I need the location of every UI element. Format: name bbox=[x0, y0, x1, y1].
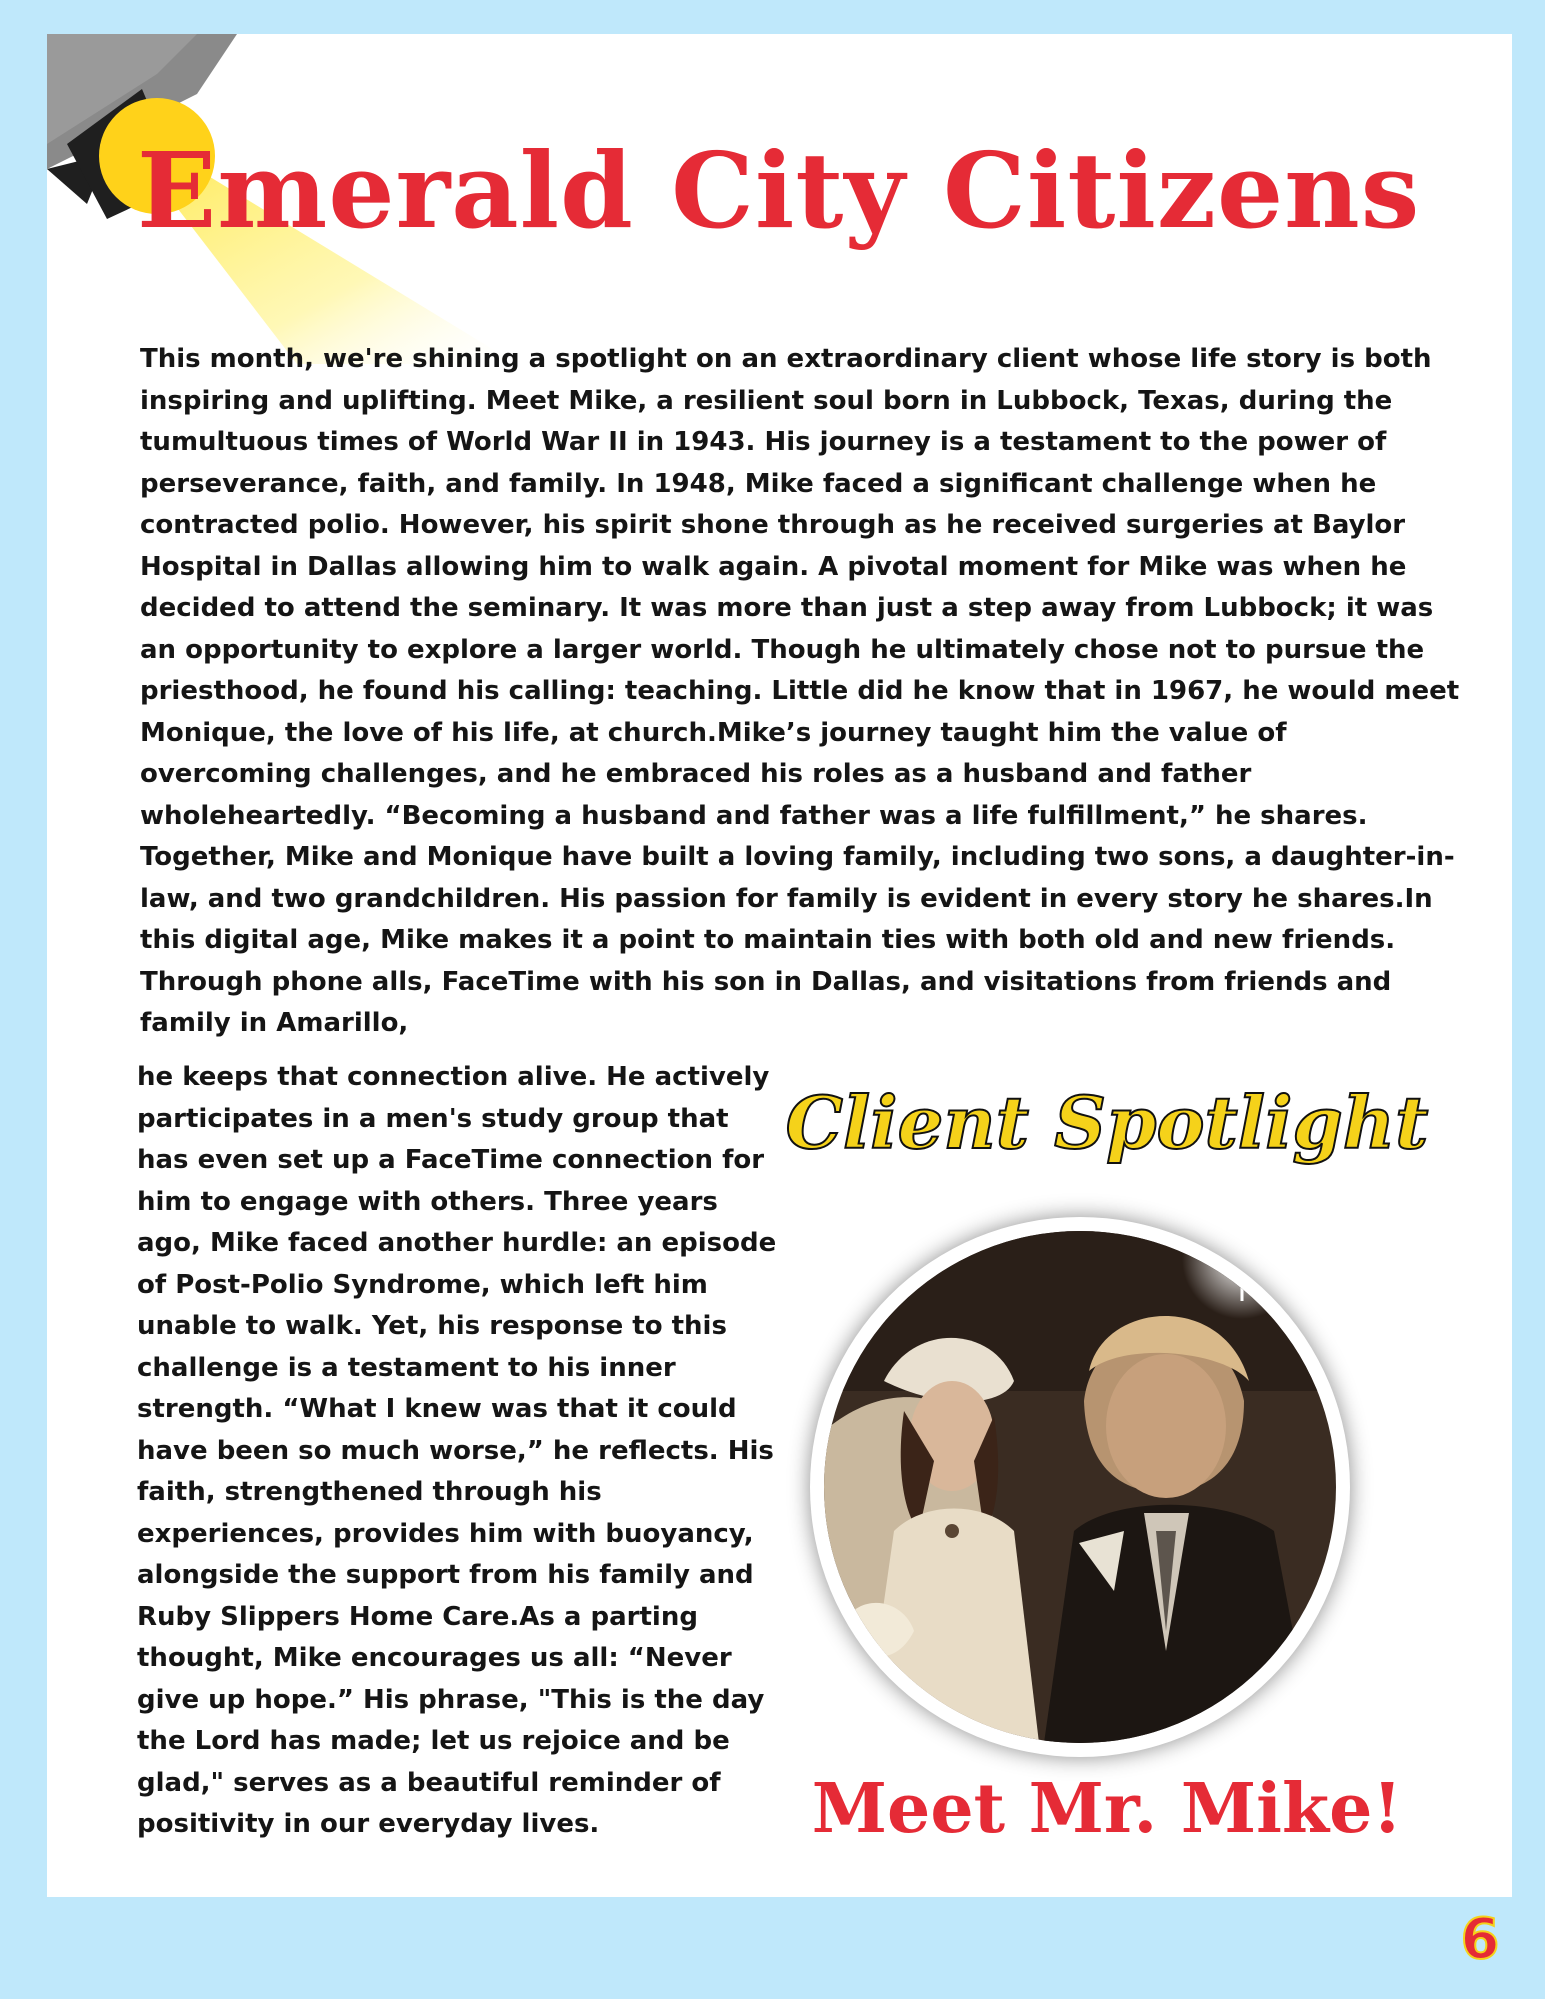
article-paragraph-bottom: he keeps that connection alive. He actively participates in a men's study group that has even set up a FaceTime connection for him to engage with others. Three years ago, Mike faced another hurdle: an episode of Post-Polio Syndrome, which left him unable to walk. Yet, his response to this challenge is a testament to his inner strength. “What I knew was that it could have been so much worse,” he reflects. His faith, strengthened through his experiences, provides him with buoyancy, alongside the support from his family and Ruby Slippers Home Care.As a parting thought, Mike encourages us all: “Never give up hope.” His phrase, "This is the day the Lord has made; let us rejoice and be glad," serves as a beautiful reminder of positivity in our everyday lives. bbox=[137, 1062, 777, 1839]
page-title: Emerald City Citizens bbox=[137, 129, 1421, 252]
meet-mr-mike-caption: Meet Mr. Mike! bbox=[811, 1769, 1403, 1849]
page-number: 6 bbox=[1460, 1907, 1500, 1972]
client-photo-frame bbox=[810, 1217, 1350, 1757]
article-paragraph-top: This month, we're shining a spotlight on an extraordinary client whose life story is both inspiring and uplifting. Meet Mike, a resilient soul born in Lubbock, Texas, during the tumultuous times of World War II in 1943. His journey is a testament to the power of perseverance, faith, and family. In 1948, Mike faced a significant challenge when he contracted polio. However, his spirit shone through as he received surgeries at Baylor Hospital in Dallas allowing him to walk again. A pivotal moment for Mike was when he decided to attend the seminary. It was more than just a step away from Lubbock; it was an opportunity to explore a larger world. Though he ultimately chose not to pursue the priesthood, he found his calling: teaching. Little did he know that in 1967, he would meet Monique, the love of his life, at church.Mike’s journey taught him the value of overcoming challenges, and he embraced his roles as a husband and father wholeheartedly. “Becoming a husband and father was a life fulfillment,” he shares. Together, Mike and Monique have built a loving family, including two sons, a daughter-in-law, and two grandchildren. His passion for family is evident in every story he shares.In this digital age, Mike makes it a point to maintain ties with both old and new friends. Through phone alls, FaceTime with his son in Dallas, and visitations from friends and family in Amarillo, bbox=[140, 344, 1460, 1038]
wedding-photo-icon bbox=[824, 1231, 1336, 1743]
newsletter-page bbox=[47, 34, 1512, 1897]
client-spotlight-heading: Client Spotlight bbox=[785, 1080, 1429, 1165]
